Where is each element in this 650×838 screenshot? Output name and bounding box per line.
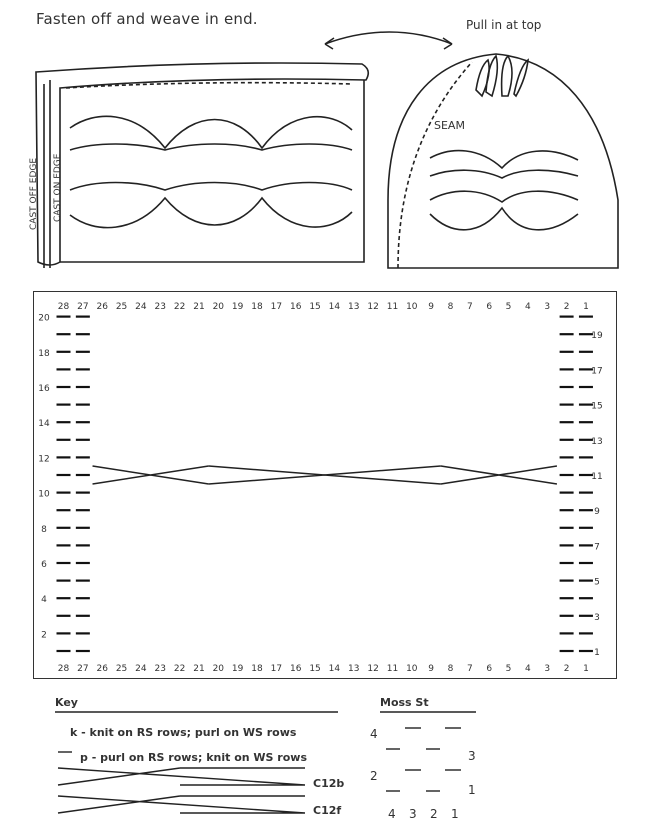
chart-column-label: 25 bbox=[115, 302, 128, 312]
chart-column-label: 26 bbox=[96, 302, 108, 312]
chart-column-label: 14 bbox=[328, 302, 341, 312]
chart-row-label: 9 bbox=[594, 507, 600, 518]
chart-row-label: 14 bbox=[38, 419, 50, 430]
key-purl-label: p - purl on RS rows; knit on WS rows bbox=[80, 751, 307, 764]
chart-column-label: 4 bbox=[525, 664, 531, 674]
chart-column-label: 28 bbox=[57, 302, 70, 312]
chart-row-label: 2 bbox=[41, 630, 47, 641]
chart-column-label: 23 bbox=[154, 302, 166, 312]
moss-row-label: 1 bbox=[468, 783, 476, 797]
chart-row-label: 8 bbox=[41, 524, 47, 535]
chart-column-label: 21 bbox=[193, 302, 205, 312]
chart-row-label: 15 bbox=[591, 401, 603, 412]
chart-row-label: 12 bbox=[38, 454, 50, 465]
chart-column-label: 11 bbox=[386, 302, 399, 312]
chart-column-label: 17 bbox=[270, 664, 283, 674]
chart-column-label: 24 bbox=[135, 302, 147, 312]
chart-column-label: 5 bbox=[505, 664, 512, 674]
chart-column-label: 28 bbox=[57, 664, 70, 674]
chart-column-label: 2 bbox=[563, 302, 570, 312]
chart-column-label: 20 bbox=[212, 302, 225, 312]
seam-label: SEAM bbox=[434, 119, 465, 132]
key-title: Key bbox=[55, 696, 78, 709]
moss-col-label: 2 bbox=[430, 807, 438, 821]
chart-column-label: 27 bbox=[77, 302, 89, 312]
key-knit-label: k - knit on RS rows; purl on WS rows bbox=[70, 726, 297, 739]
chart-column-label: 25 bbox=[115, 664, 128, 674]
chart-column-label: 22 bbox=[173, 664, 186, 674]
chart-row-label: 17 bbox=[591, 366, 603, 377]
key-c12b-symbol bbox=[58, 768, 305, 785]
chart-column-label: 1 bbox=[583, 664, 589, 674]
key-c12f-symbol bbox=[58, 796, 305, 813]
chart-column-label: 4 bbox=[525, 302, 531, 312]
chart-column-label: 23 bbox=[154, 664, 166, 674]
chart-row-label: 16 bbox=[38, 384, 50, 394]
chart-row-label: 1 bbox=[594, 648, 600, 658]
chart-column-label: 7 bbox=[466, 302, 473, 312]
chart-column-label: 15 bbox=[309, 302, 321, 312]
chart-column-label: 5 bbox=[505, 302, 512, 312]
chart-column-label: 13 bbox=[348, 664, 360, 674]
chart-row-label: 11 bbox=[591, 472, 603, 482]
chart-column-label: 2 bbox=[563, 664, 570, 674]
chart-row-label: 5 bbox=[594, 577, 600, 588]
chart-column-label: 3 bbox=[544, 302, 551, 312]
chart-column-label: 13 bbox=[348, 302, 360, 312]
chart-column-label: 16 bbox=[289, 302, 302, 312]
double-arrow-icon bbox=[325, 32, 452, 49]
chart-column-label: 26 bbox=[96, 664, 108, 674]
moss-stitch-chart bbox=[386, 728, 461, 791]
chart-column-label: 6 bbox=[486, 302, 493, 312]
chart-row-label: 20 bbox=[38, 313, 50, 324]
finished-hat-drawing bbox=[388, 54, 618, 268]
chart-column-label: 11 bbox=[386, 664, 399, 674]
chart-column-label: 8 bbox=[447, 664, 454, 674]
moss-row-label: 3 bbox=[468, 749, 476, 763]
moss-stitch-title: Moss St bbox=[380, 696, 429, 709]
chart-column-label: 20 bbox=[212, 664, 225, 674]
chart-column-label: 15 bbox=[309, 664, 321, 674]
chart-column-label: 22 bbox=[173, 302, 186, 312]
chart-column-label: 19 bbox=[231, 664, 244, 674]
key-c12f-label: C12f bbox=[313, 804, 342, 817]
chart-row-label: 4 bbox=[41, 595, 47, 606]
chart-column-label: 10 bbox=[406, 664, 418, 674]
chart-row-label: 18 bbox=[38, 348, 50, 359]
moss-col-label: 3 bbox=[409, 807, 417, 821]
chart-column-label: 14 bbox=[328, 664, 341, 674]
chart-column-label: 21 bbox=[193, 664, 205, 674]
chart-row-label: 7 bbox=[594, 542, 600, 553]
chart-column-label: 12 bbox=[367, 302, 379, 312]
chart-column-label: 3 bbox=[544, 664, 551, 674]
chart-column-label: 1 bbox=[583, 302, 589, 312]
chart-column-label: 24 bbox=[135, 664, 147, 674]
chart-column-label: 18 bbox=[251, 664, 263, 674]
moss-col-label: 4 bbox=[388, 807, 396, 821]
chart-row-label: 10 bbox=[38, 489, 50, 500]
chart-column-label: 17 bbox=[270, 302, 283, 312]
chart-row-label: 3 bbox=[594, 612, 600, 623]
chart-row-label: 19 bbox=[591, 331, 603, 342]
chart-column-label: 19 bbox=[231, 302, 244, 312]
chart-column-label: 8 bbox=[447, 302, 454, 312]
instruction-text: Fasten off and weave in end. bbox=[36, 10, 258, 28]
chart-column-label: 10 bbox=[406, 302, 418, 312]
key-c12b-label: C12b bbox=[313, 777, 345, 790]
moss-row-label: 4 bbox=[370, 727, 378, 741]
moss-row-label: 2 bbox=[370, 769, 378, 783]
pull-in-label: Pull in at top bbox=[466, 18, 542, 32]
chart-row-label: 6 bbox=[41, 560, 47, 570]
chart-column-label: 9 bbox=[428, 302, 435, 312]
chart-column-label: 9 bbox=[428, 664, 435, 674]
chart-column-label: 6 bbox=[486, 664, 493, 674]
cast-on-edge-label: CAST ON EDGE bbox=[53, 153, 63, 222]
cast-off-edge-label: CAST OFF EDGE bbox=[29, 157, 39, 230]
chart-column-label: 12 bbox=[367, 664, 379, 674]
moss-col-label: 1 bbox=[451, 807, 459, 821]
chart-column-label: 18 bbox=[251, 302, 263, 312]
flat-band-drawing bbox=[36, 63, 368, 268]
chart-frame bbox=[33, 291, 617, 679]
chart-column-label: 27 bbox=[77, 664, 89, 674]
chart-row-label: 13 bbox=[591, 436, 603, 447]
chart-column-label: 16 bbox=[289, 664, 302, 674]
chart-column-label: 7 bbox=[466, 664, 473, 674]
